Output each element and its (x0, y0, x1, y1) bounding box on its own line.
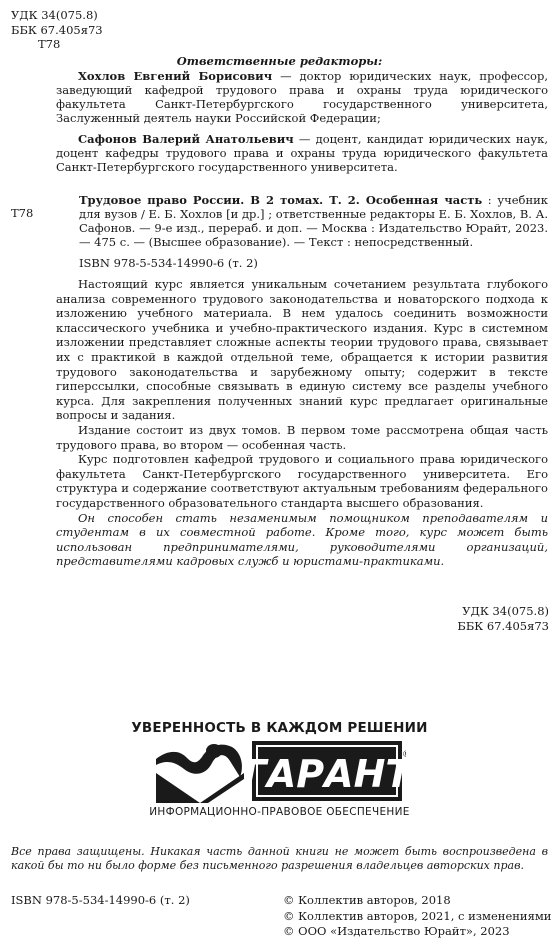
editor-1-name: Хохлов Евгений Борисович (78, 69, 273, 83)
book-title: Трудовое право России. В 2 томах. Т. 2. Особенная часть (79, 193, 483, 207)
udk-code: УДК 34(075.8) (462, 604, 549, 618)
garant-slogan: УВЕРЕННОСТЬ В КАЖДОМ РЕШЕНИИ (131, 720, 428, 736)
annotation-paragraph: Курс подготовлен кафедрой трудового и социального права юридического факультета Санкт-Петербургского государственного университета. Его структура и содержание соответствуют актуальным требованиям федерального государственного образовательного стандарта высшего образования. (56, 452, 548, 510)
annotation-paragraph: Он способен стать незаменимым помощником преподавателям и студентам в их совместной работе. Кроме того, курс может быть использован предпринимателями, руководителями организаций, представителями кадровых служб и юристами-практиками. (56, 510, 548, 569)
bbk-code: ББК 67.405я73 (457, 619, 549, 633)
garant-logo (156, 741, 406, 809)
editor-2-desc: — доцент, кандидат юридических наук, доцент кафедры трудового права и охраны труда юридического факультета Санкт-Петербургского государственного университета. (56, 132, 548, 174)
classification-codes-right (457, 604, 549, 634)
side-author-mark: Т78 (11, 206, 34, 220)
registered-mark (402, 750, 406, 760)
garant-logo-icon (156, 741, 406, 805)
garant-logo-text: ГАРАНТ (242, 752, 406, 796)
copyright-line: © ООО «Издательство Юрайт», 2023 (283, 924, 510, 938)
bibliographic-record (79, 193, 548, 249)
annotation (56, 277, 548, 569)
bbk-code: ББК 67.405я73 (11, 22, 103, 37)
editor-2 (56, 132, 548, 174)
annotation-paragraph: Издание состоит из двух томов. В первом томе рассмотрена общая часть трудового права, во втором — особенная часть. (56, 422, 548, 452)
classification-codes (11, 8, 103, 52)
udk-code: УДК 34(075.8) (11, 8, 98, 22)
editor-1 (56, 69, 548, 125)
biblio-description: : учебник для вузов / Е. Б. Хохлов [и др.] ; ответственные редакторы Е. Б. Хохлов, В. А. Сафонов. — 9-е изд., перераб. и доп. — Москва : Издательство Юрайт, 2023. — 475 с. — (Высшее образование). — Текст : непосредственный. (79, 193, 548, 249)
rights-notice: Все права защищены. Никакая часть данной книги не может быть воспроизведена в какой бы то ни было форме без письменного разрешения владельцев авторских прав. (11, 845, 548, 872)
footer-isbn: ISBN 978-5-534-14990-6 (т. 2) (11, 893, 190, 907)
isbn: ISBN 978-5-534-14990-6 (т. 2) (79, 256, 258, 270)
annotation-paragraph: Настоящий курс является уникальным сочетанием результата глубокого анализа современного трудового законодательства и новаторского подхода к изложению учебного материала. В нем удалось соединить возможности классического учебника и учебно-практического издания. Курс в системном изложении представляет сложные аспекты теории трудового права, связывает их с практикой в каждой отдельной теме, обращается к истории развития трудового законодательства и зарубежному опыту; содержит в тексте гиперссылки, способные связывать в единую систему все разделы учебного курса. Для закрепления полученных знаний курс предлагает оригинальные вопросы и задания. (56, 277, 548, 423)
editors-heading: Ответственные редакторы: (176, 54, 383, 68)
editor-1-desc: — доктор юридических наук, профессор, заведующий кафедрой трудового права и охраны труда юридического факультета Санкт-Петербургского государственного университета, Заслуженный деятель науки Российской Федерации; (56, 69, 548, 125)
copyright-line: © Коллектив авторов, 2021, с изменениями (283, 908, 552, 923)
author-mark: Т78 (38, 37, 61, 51)
copyright-line: © Коллектив авторов, 2018 (283, 893, 451, 907)
editor-2-name: Сафонов Валерий Анатольевич (78, 132, 294, 146)
copyright-block (283, 893, 551, 940)
garant-subtitle: ИНФОРМАЦИОННО-ПРАВОВОЕ ОБЕСПЕЧЕНИЕ (149, 806, 410, 818)
